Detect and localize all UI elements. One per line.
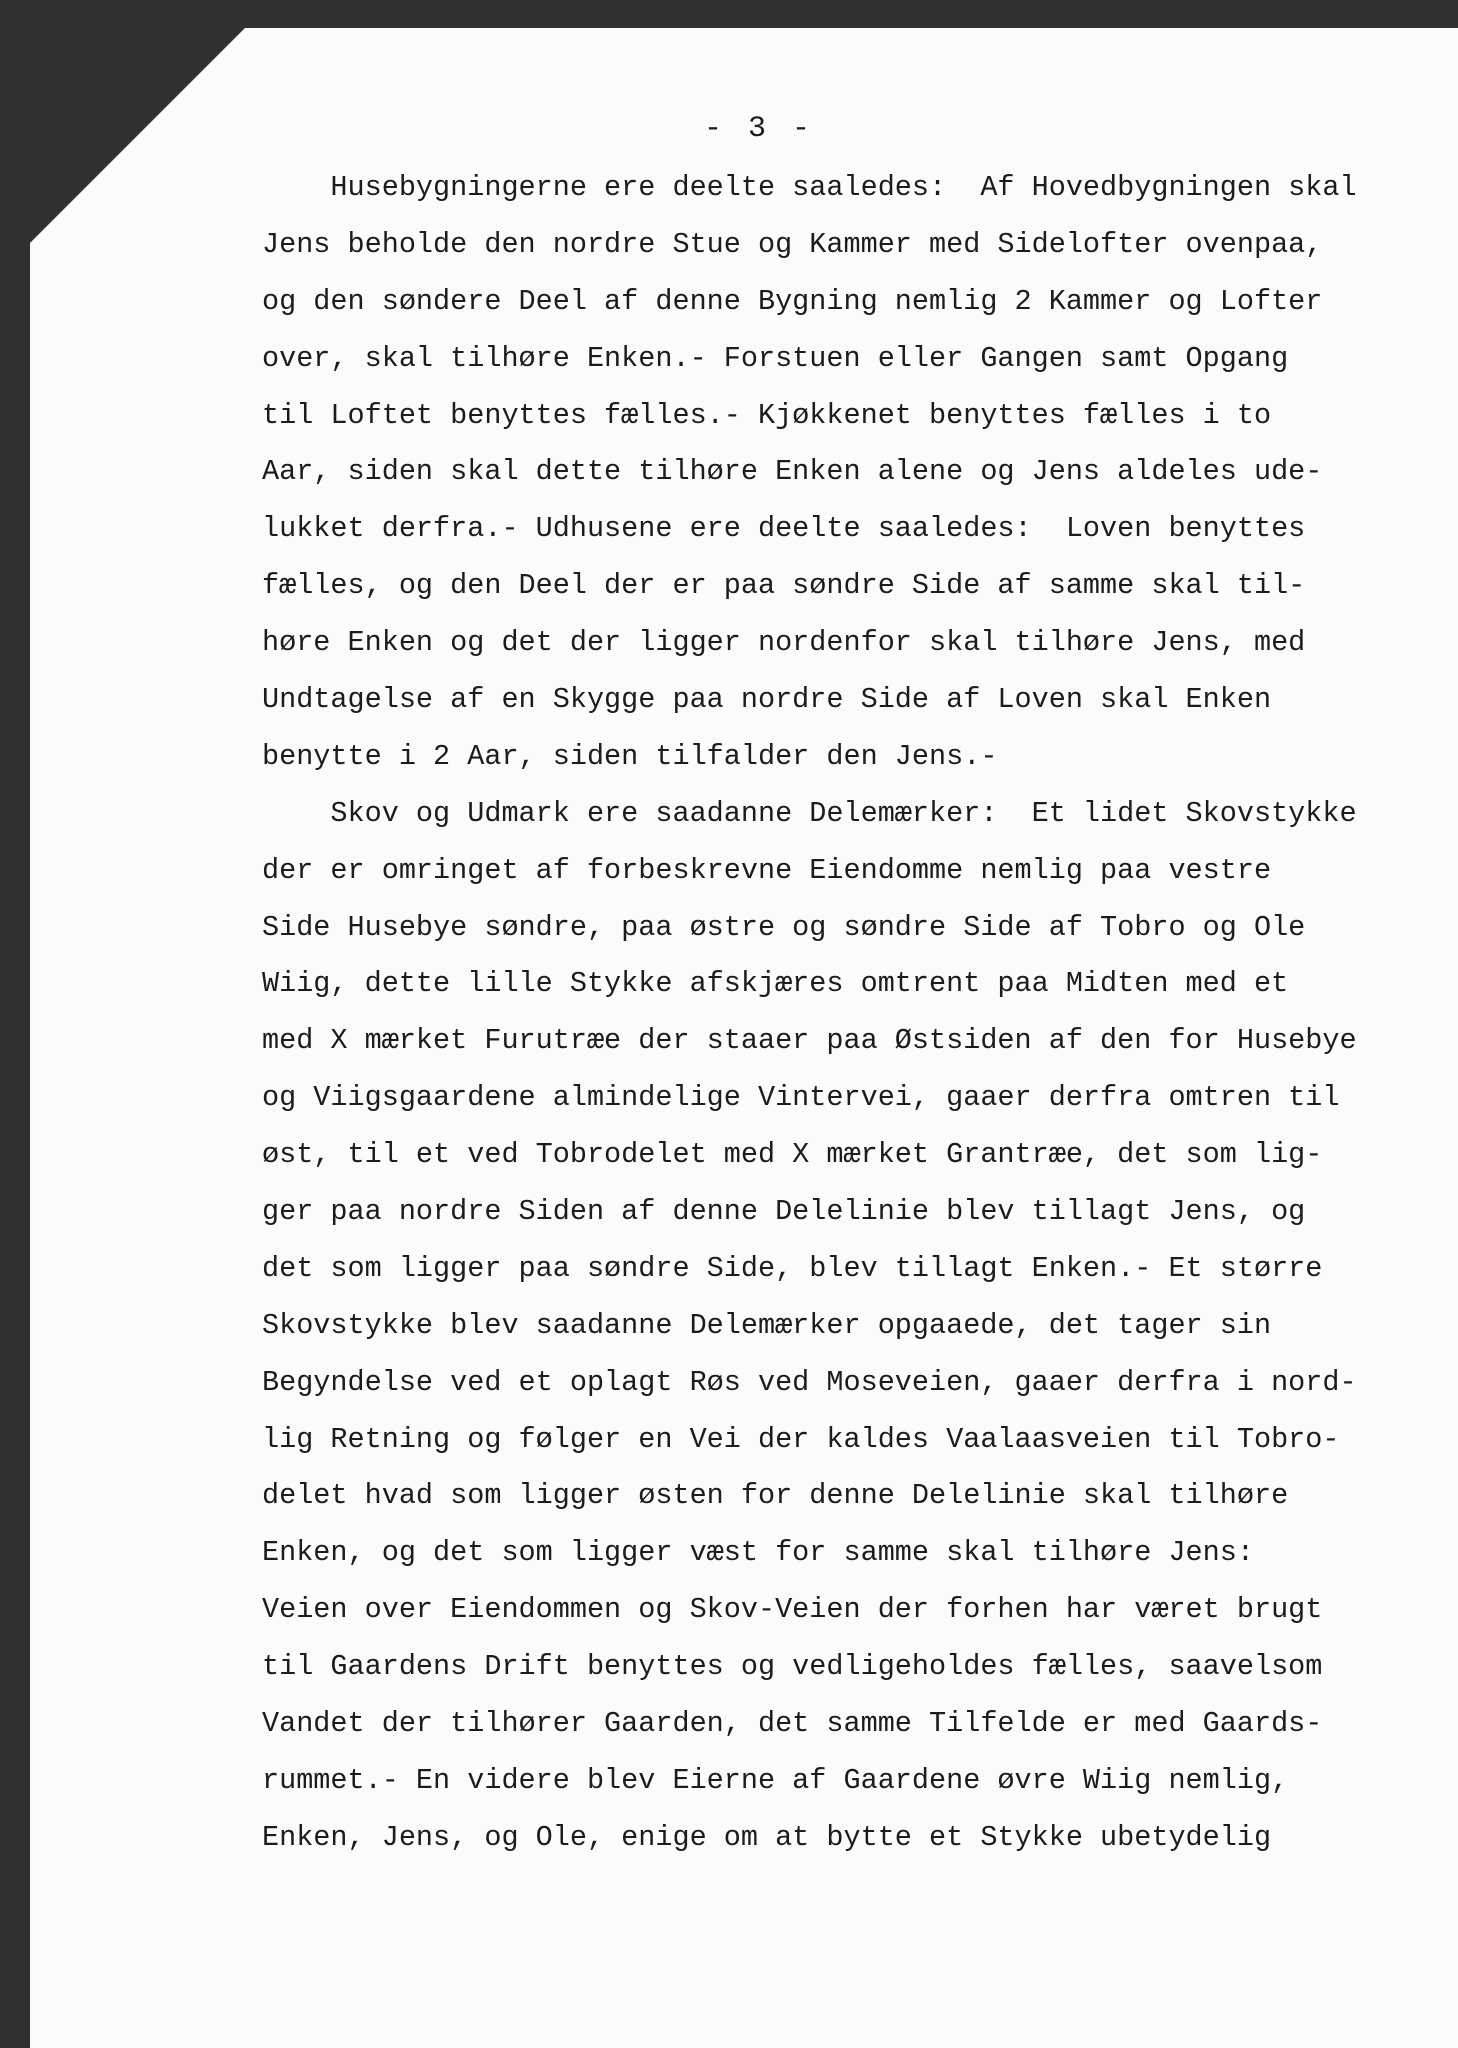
text-line: der er omringet af forbeskrevne Eiendomme nemlig paa vestre	[262, 853, 1272, 887]
text-line: Undtagelse af en Skygge paa nordre Side af Loven skal Enken	[262, 683, 1272, 717]
text-line: lukket derfra.- Udhusene ere deelte saaledes: Loven benyttes	[262, 512, 1306, 546]
text-line: og Viigsgaardene almindelige Vintervei, gaaer derfra omtren til	[262, 1081, 1340, 1115]
text-line: Skovstykke blev saadanne Delemærker opgaaede, det tager sin	[262, 1308, 1272, 1342]
text-line: øst, til et ved Tobrodelet med X mærket Grantræe, det som lig-	[262, 1138, 1323, 1172]
text-line: Wiig, dette lille Stykke afskjæres omtrent paa Midten med et	[262, 967, 1289, 1001]
text-line: med X mærket Furutræe der staaer paa Østsiden af den for Husebye	[262, 1024, 1357, 1058]
text-line: Side Husebye søndre, paa østre og søndre Side af Tobro og Ole	[262, 910, 1306, 944]
text-line: Skov og Udmark ere saadanne Delemærker: Et lidet Skovstykke	[262, 796, 1357, 830]
body-text	[262, 160, 1402, 1867]
page-number: - 3 -	[703, 112, 814, 146]
text-line: Jens beholde den nordre Stue og Kammer med Sidelofter ovenpaa,	[262, 227, 1323, 261]
text-line: Enken, og det som ligger væst for samme skal tilhøre Jens:	[262, 1536, 1254, 1570]
text-line: og den søndere Deel af denne Bygning nemlig 2 Kammer og Lofter	[262, 284, 1323, 318]
text-line: lig Retning og følger en Vei der kaldes Vaalaasveien til Tobro-	[262, 1422, 1340, 1456]
text-line: Veien over Eiendommen og Skov-Veien der forhen har været brugt	[262, 1593, 1323, 1627]
text-line: Enken, Jens, og Ole, enige om at bytte et Stykke ubetydelig	[262, 1820, 1272, 1854]
text-line: det som ligger paa søndre Side, blev tillagt Enken.- Et større	[262, 1251, 1323, 1285]
text-line: Begyndelse ved et oplagt Røs ved Moseveien, gaaer derfra i nord-	[262, 1365, 1357, 1399]
text-line: Husebygningerne ere deelte saaledes: Af Hovedbygningen skal	[262, 171, 1357, 204]
text-line: Vandet der tilhører Gaarden, det samme Tilfelde er med Gaards-	[262, 1707, 1323, 1741]
text-line: ger paa nordre Siden af denne Delelinie blev tillagt Jens, og	[262, 1195, 1306, 1229]
text-line: rummet.- En videre blev Eierne af Gaardene øvre Wiig nemlig,	[262, 1763, 1289, 1797]
text-line: over, skal tilhøre Enken.- Forstuen eller Gangen samt Opgang	[262, 341, 1289, 375]
text-line: Aar, siden skal dette tilhøre Enken alene og Jens aldeles ude-	[262, 455, 1323, 489]
text-line: fælles, og den Deel der er paa søndre Side af samme skal til-	[262, 569, 1306, 603]
text-line: til Loftet benyttes fælles.- Kjøkkenet benyttes fælles i to	[262, 398, 1272, 432]
text-line: til Gaardens Drift benyttes og vedligeholdes fælles, saavelsom	[262, 1650, 1323, 1684]
text-line: benytte i 2 Aar, siden tilfalder den Jens.-	[262, 739, 998, 773]
text-line: høre Enken og det der ligger nordenfor skal tilhøre Jens, med	[262, 626, 1306, 660]
text-line: delet hvad som ligger østen for denne Delelinie skal tilhøre	[262, 1479, 1289, 1513]
